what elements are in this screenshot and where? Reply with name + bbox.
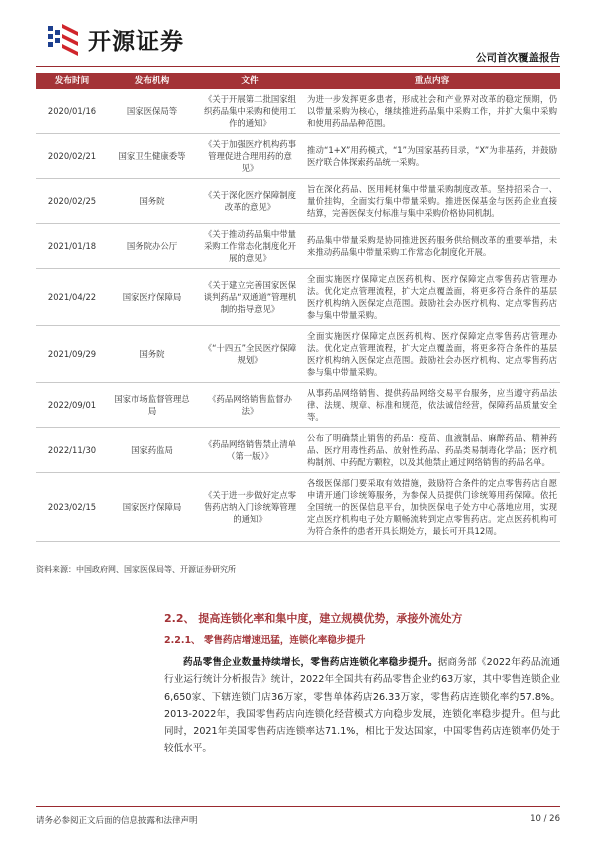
cell-date: 2022/09/01 bbox=[36, 383, 108, 428]
table-source-note: 资料来源：中国政府网、国家医保局等、开源证券研究所 bbox=[36, 565, 236, 574]
cell-org: 国家市场监督管理总局 bbox=[108, 383, 196, 428]
cell-doc: 《“十四五”全民医疗保障规划》 bbox=[196, 326, 304, 383]
footer-disclaimer: 请务必参阅正文后面的信息披露和法律声明 bbox=[36, 816, 198, 826]
cell-org: 国家卫生健康委等 bbox=[108, 134, 196, 179]
cell-date: 2023/02/15 bbox=[36, 473, 108, 542]
subsection-heading: 2.2.1、 零售药店增速迅猛，连锁化率稳步提升 bbox=[164, 635, 366, 646]
cell-key: 为进一步发挥更多患者，形成社会和产业界对改革的稳定预期，仍以带量采购为核心，继续推进药品集中采购工作，并扩大集中采购和使用药品品种范围。 bbox=[304, 89, 560, 134]
cell-date: 2021/09/29 bbox=[36, 326, 108, 383]
table-row bbox=[36, 224, 560, 269]
body-paragraph bbox=[164, 654, 560, 758]
header-divider bbox=[36, 66, 560, 67]
col-header-doc: 文件 bbox=[196, 73, 304, 89]
table-row bbox=[36, 428, 560, 473]
cell-org: 国务院 bbox=[108, 326, 196, 383]
cell-doc: 《关于建立完善国家医保谈判药品“双通道”管理机制的指导意见》 bbox=[196, 269, 304, 326]
table-row bbox=[36, 383, 560, 428]
cell-doc: 《关于推动药品集中带量采购工作常态化制度化开展的意见》 bbox=[196, 224, 304, 269]
cell-doc: 《药品网络销售禁止清单（第一版）》 bbox=[196, 428, 304, 473]
cell-date: 2020/01/16 bbox=[36, 89, 108, 134]
cell-org: 国务院办公厅 bbox=[108, 224, 196, 269]
cell-key: 全面实施医疗保障定点医药机构、医疗保障定点零售药店管理办法。优化定点管理流程，扩大定点覆盖面，将更多符合条件的基层医疗机构纳入医保定点范围。鼓励社会办医疗机构、定点零售药店参与集中带量采购。 bbox=[304, 326, 560, 383]
cell-doc: 《关于深化医疗保障制度改革的意见》 bbox=[196, 179, 304, 224]
cell-key: 药品集中带量采购是协同推进医药服务供给侧改革的重要举措，未来推动药品集中带量采购工作常态化制度化开展。 bbox=[304, 224, 560, 269]
cell-key: 旨在深化药品、医用耗材集中带量采购制度改革。坚持招采合一、量价挂钩，全面实行集中带量采购。推进医保基金与医药企业直接结算，完善医保支付标准与集中采购价格协同机制。 bbox=[304, 179, 560, 224]
cell-key: 公布了明确禁止销售的药品：疫苗、血液制品、麻醉药品、精神药品、医疗用毒性药品、放射性药品、药品类易制毒化学品；医疗机构制剂、中药配方颗粒，以及其他禁止通过网络销售的药品名单。 bbox=[304, 428, 560, 473]
page-number: 10 / 26 bbox=[530, 814, 560, 824]
cell-date: 2021/01/18 bbox=[36, 224, 108, 269]
col-header-key: 重点内容 bbox=[304, 73, 560, 89]
cell-doc: 《关于进一步做好定点零售药店纳入门诊统筹管理的通知》 bbox=[196, 473, 304, 542]
report-type-label: 公司首次覆盖报告 bbox=[476, 52, 560, 64]
brand-logo bbox=[44, 22, 184, 56]
policy-table bbox=[36, 73, 560, 542]
cell-org: 国家医保局等 bbox=[108, 89, 196, 134]
logo-mark-icon bbox=[44, 22, 82, 56]
cell-org: 国家医疗保障局 bbox=[108, 269, 196, 326]
cell-key: 推动“1+X”用药模式，“1”为国家基药目录，“X”为非基药，并鼓励医疗联合体探索药品统一采购。 bbox=[304, 134, 560, 179]
cell-date: 2022/11/30 bbox=[36, 428, 108, 473]
cell-date: 2021/04/22 bbox=[36, 269, 108, 326]
table-row bbox=[36, 179, 560, 224]
cell-date: 2020/02/25 bbox=[36, 179, 108, 224]
brand-name: 开源证券 bbox=[88, 28, 184, 55]
cell-key: 各级医保部门要采取有效措施，鼓励符合条件的定点零售药店自愿申请开通门诊统筹服务，为参保人员提供门诊统筹用药保障。依托全国统一的医保信息平台，加快医保电子处方中心落地应用，实现定点医疗机构电子处方顺畅流转到定点零售药店。定点医药机构可为符合条件的患者开具长期处方，最长可开具12周。 bbox=[304, 473, 560, 542]
cell-doc: 《关于开展第二批国家组织药品集中采购和使用工作的通知》 bbox=[196, 89, 304, 134]
cell-org: 国家药监局 bbox=[108, 428, 196, 473]
footer-divider bbox=[36, 806, 560, 807]
table-row bbox=[36, 269, 560, 326]
cell-date: 2020/02/21 bbox=[36, 134, 108, 179]
table-row bbox=[36, 473, 560, 542]
cell-doc: 《药品网络销售监督办法》 bbox=[196, 383, 304, 428]
col-header-date: 发布时间 bbox=[36, 73, 108, 89]
cell-org: 国家医疗保障局 bbox=[108, 473, 196, 542]
cell-org: 国务院 bbox=[108, 179, 196, 224]
table-row bbox=[36, 326, 560, 383]
cell-doc: 《关于加强医疗机构药事管理促进合理用药的意见》 bbox=[196, 134, 304, 179]
table-header-row bbox=[36, 73, 560, 89]
section-heading: 2.2、 提高连锁化率和集中度，建立规模优势，承接外流处方 bbox=[164, 612, 463, 625]
cell-key: 全面实施医疗保障定点医药机构、医疗保障定点零售药店管理办法。优化定点管理流程，扩大定点覆盖面，将更多符合条件的基层医疗机构纳入医保定点范围。鼓励社会办医疗机构、定点零售药店参与集中带量采购。 bbox=[304, 269, 560, 326]
paragraph-lead: 药品零售企业数量持续增长，零售药店连锁化率稳步提升。 bbox=[183, 657, 438, 668]
paragraph-body: 据商务部《2022年药品流通行业运行统计分析报告》统计，2022年全国共有药品零售企业约63万家，其中零售连锁企业6,650家、下辖连锁门店36万家，零售单体药店26.33万家，零售药店连锁化率约57.8%。2013-2022年，我国零售药店向连锁化经营模式方向稳步发展，连锁化率稳步提升。但与此同时，2021年美国零售药店连锁率达71.1%，相比于发达国家，中国零售药店连锁率仍处于较低水平。 bbox=[164, 657, 560, 755]
col-header-org: 发布机构 bbox=[108, 73, 196, 89]
cell-key: 从事药品网络销售、提供药品网络交易平台服务，应当遵守药品法律、法规、规章、标准和规范，依法诚信经营，保障药品质量安全等。 bbox=[304, 383, 560, 428]
table-row bbox=[36, 89, 560, 134]
table-row bbox=[36, 134, 560, 179]
